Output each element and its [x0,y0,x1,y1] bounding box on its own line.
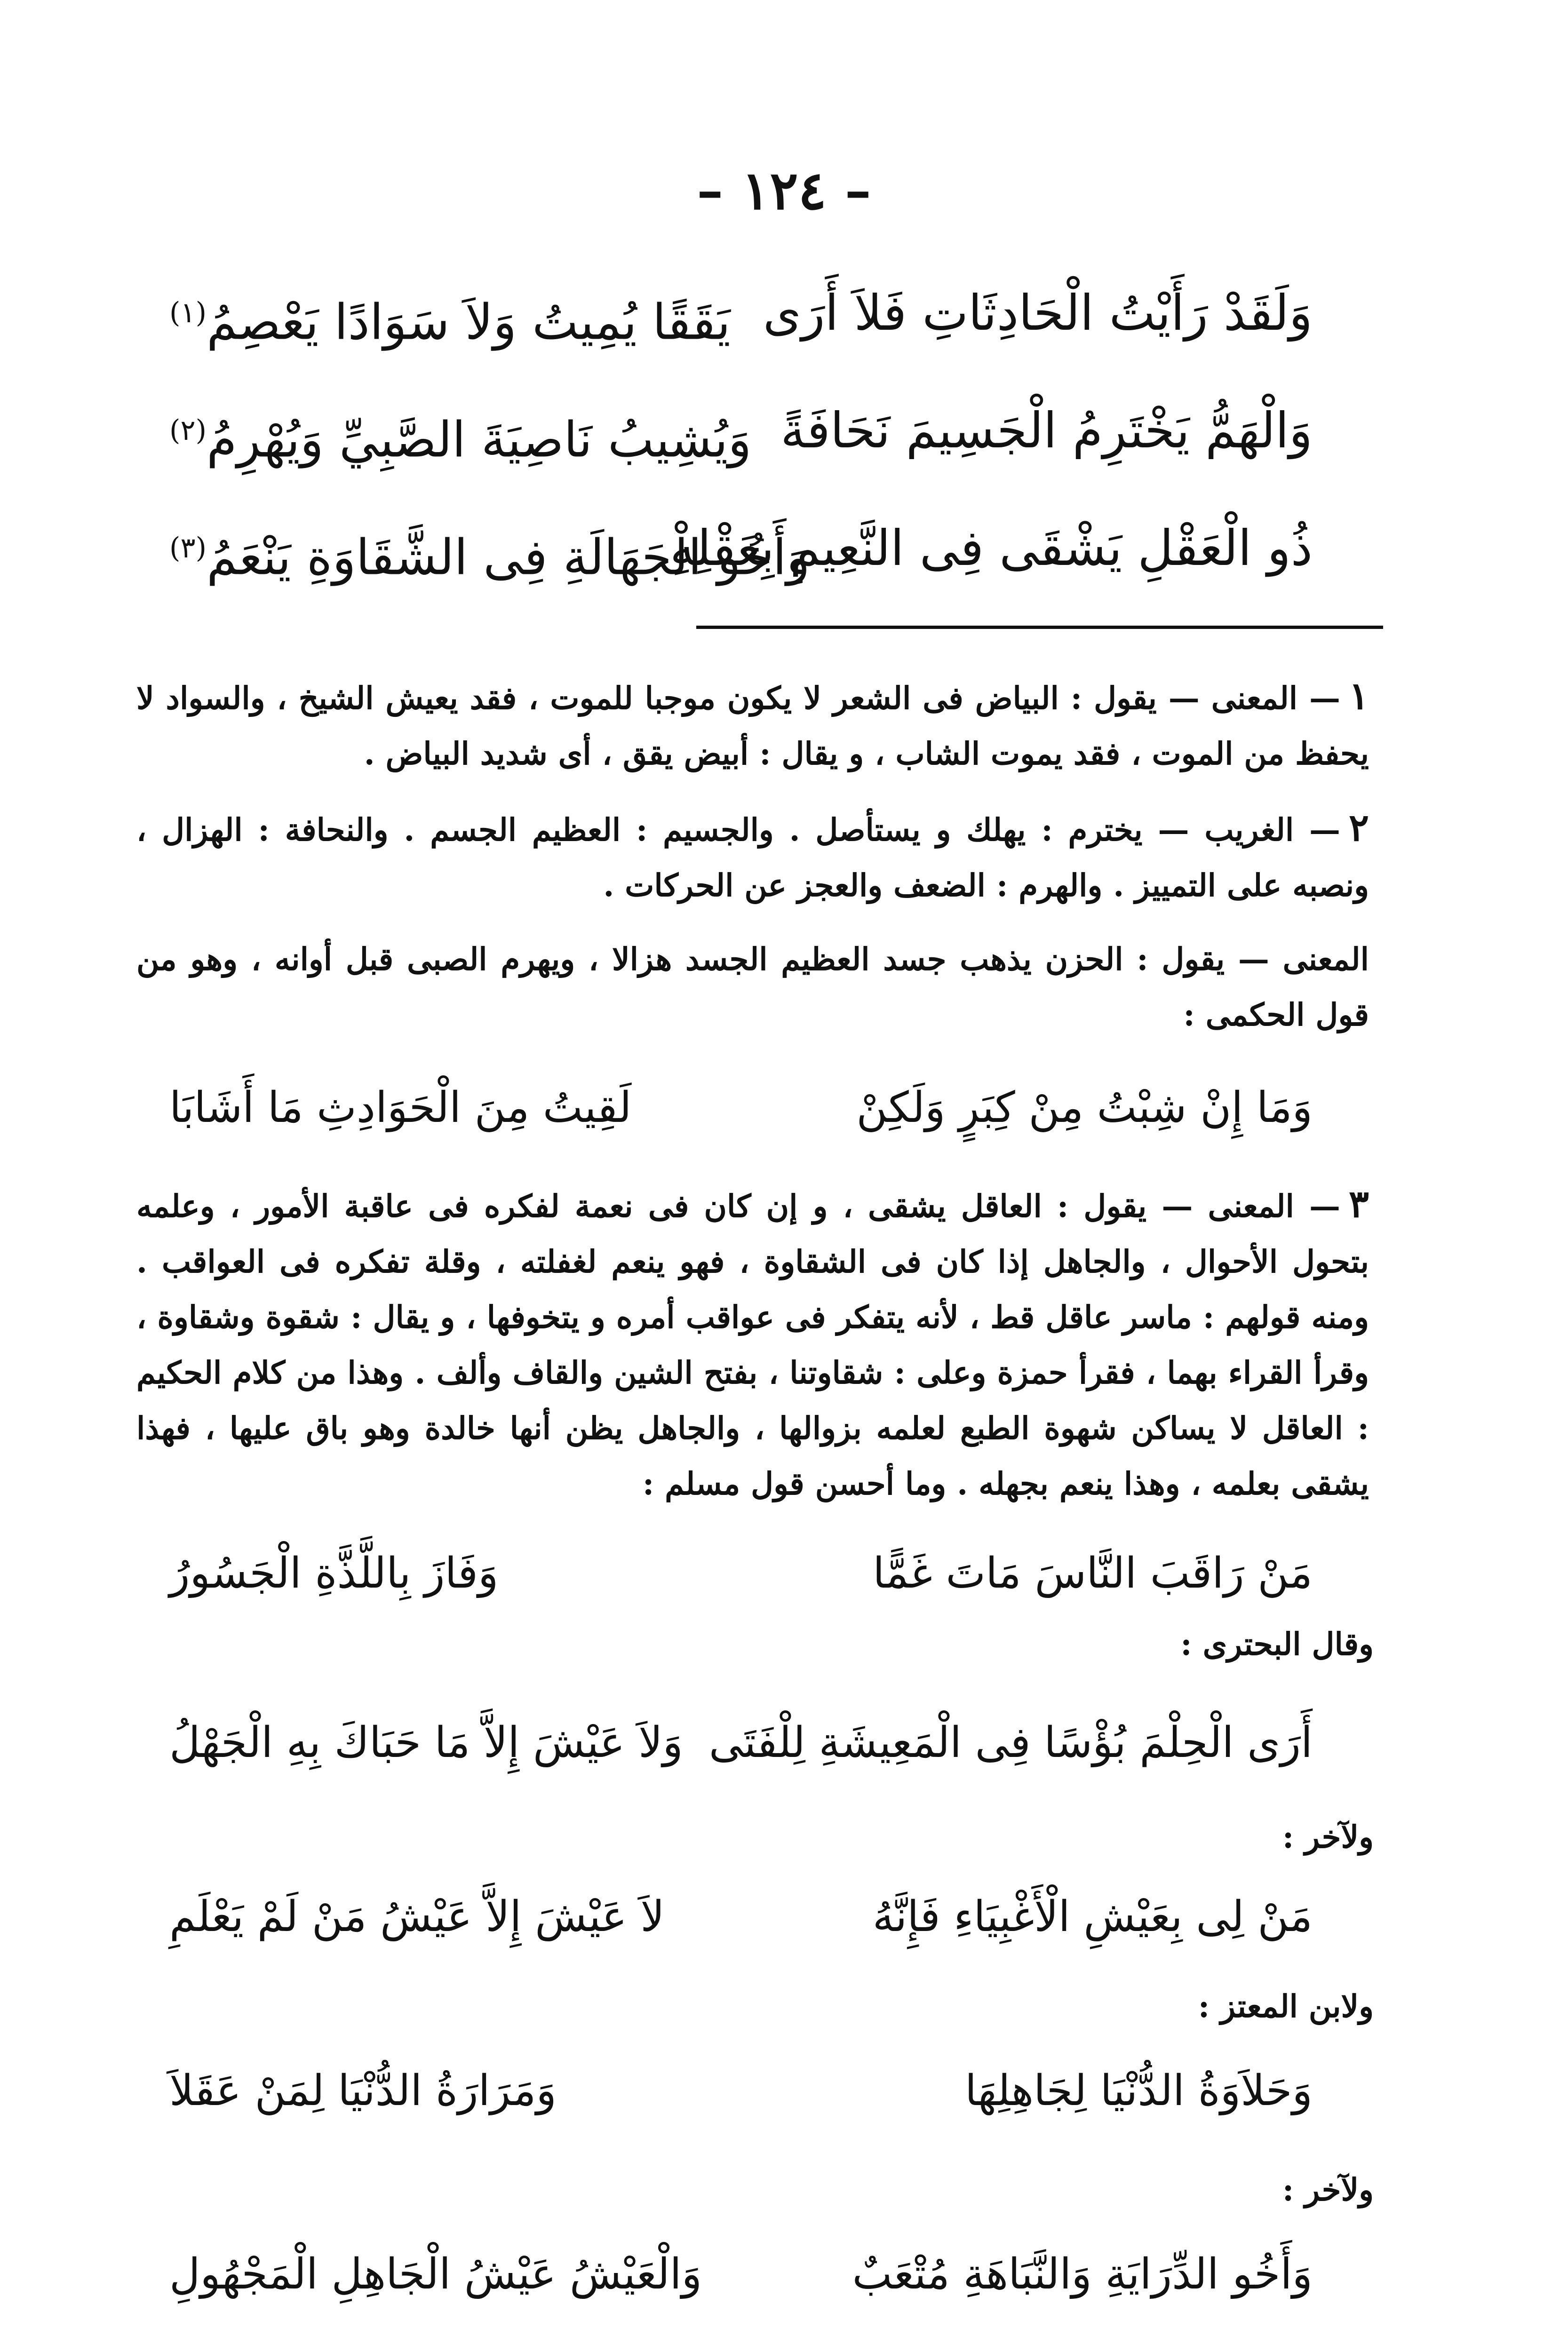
verse-buhturi-first-hemistich: أَرَى الْحِلْمَ بُؤْسًا فِى الْمَعِيشَةِ لِلْفَتَى [708,1718,1313,1767]
verse-2-first-hemistich: وَالْهَمُّ يَخْتَرِمُ الْجَسِيمَ نَحَافَةً [780,402,1313,459]
verse-1 [169,268,1313,358]
verse-3-second-hemistich-text: وَأَخُو الْجَهَالَةِ فِى الشَّقَاوَةِ يَنْعَمُ [207,528,810,586]
verse-akhar-2 [169,2234,1313,2324]
verse-hakami-second-hemistich: لَقِيتُ مِنَ الْحَوَادِثِ مَا أَشَابَا [169,1083,632,1132]
verse-3-first-hemistich: ذُو الْعَقْلِ يَشْقَى فِى النَّعِيمِ بِعَقْلِهِ [669,519,1313,577]
verse-2-second-hemistich [169,386,752,485]
verse-akhar-1-first-hemistich: مَنْ لِى بِعَيْشِ الْأَغْبِيَاءِ فَإِنَّهُ [872,1892,1313,1941]
footnote-1-number: ١ [1349,674,1369,718]
footnote-marker-3: (٣) [169,532,207,564]
footnote-2-meaning-text: المعنى — يقول : الحزن يذهب جسد العظيم الجسد هزالا ، ويهرم الصبى قبل أوانه ، وهو من قول الحكمى : [136,941,1369,1033]
verse-ibn-mutazz-second-hemistich: وَمَرَارَةُ الدُّنْيَا لِمَنْ عَقَلاَ [169,2066,557,2115]
verse-ibn-mutazz-first-hemistich: وَحَلاَوَةُ الدُّنْيَا لِجَاهِلِهَا [964,2066,1313,2115]
footnote-3 [136,1176,1369,1511]
verse-hakami [169,1068,1313,1157]
verse-akhar-2-first-hemistich: وَأَخُو الدِّرَايَةِ وَالنَّبَاهَةِ مُتْعَبٌ [852,2249,1313,2299]
intro-akhar-2: ولآخر : [1282,2171,1374,2208]
footnote-2-gloss-text: — الغريب — يخترم : يهلك و يستأصل . والجسيم : العظيم الجسم . والنحافة : الهزال ، ونصبه على التمييز . والهرم : الضعف والعجز عن الحركات . [136,811,1369,904]
verse-1-second-hemistich-text: يَقَقًا يُمِيتُ وَلاَ سَوَادًا يَعْصِمُ [207,293,731,351]
footnote-3-number: ٣ [1349,1182,1369,1226]
footnote-2-gloss [136,800,1369,913]
verse-ibn-mutazz [169,2051,1313,2140]
verse-hakami-first-hemistich: وَمَا إِنْ شِبْتُ مِنْ كِبَرٍ وَلَكِنْ [856,1083,1313,1132]
footnote-1-text: — المعنى — يقول : البياض فى الشعر لا يكون موجبا للموت ، فقد يعيش الشيخ ، والسواد لا يحفظ من الموت ، فقد يموت الشاب ، و يقال : أبيض يقق ، أى شديد البياض . [136,680,1369,772]
verse-2-second-hemistich-text: وَيُشِيبُ نَاصِيَةَ الصَّبِيِّ وَيُهْرِمُ [207,411,752,469]
verse-muslim-second-hemistich: وَفَازَ بِاللَّذَّةِ الْجَسُورُ [169,1549,499,1598]
verse-buhturi [169,1703,1313,1792]
verse-3 [169,503,1313,593]
footnote-2-meaning [136,931,1369,1042]
verse-muslim-first-hemistich: مَنْ رَاقَبَ النَّاسَ مَاتَ غَمًّا [873,1549,1313,1598]
verse-akhar-2-second-hemistich: وَالْعَيْشُ عَيْشُ الْجَاهِلِ الْمَجْهُولِ [169,2249,702,2299]
intro-akhar-1: ولآخر : [1282,1819,1374,1855]
intro-buhturi: وقال البحترى : [1180,1626,1374,1662]
verse-muslim [169,1534,1313,1623]
verse-akhar-1 [169,1877,1313,1966]
footnote-2-number: ٢ [1349,805,1369,850]
page-number: – ١٢٤ – [697,160,871,222]
verse-akhar-1-second-hemistich: لاَ عَيْشَ إِلاَّ عَيْشُ مَنْ لَمْ يَعْلَمِ [169,1892,665,1941]
verse-1-first-hemistich: وَلَقَدْ رَأَيْتُ الْحَادِثَاتِ فَلاَ أَرَى [763,284,1313,342]
footnote-marker-1: (١) [169,296,207,329]
verse-3-second-hemistich [169,503,810,602]
footnote-marker-2: (٢) [169,414,207,447]
footnote-3-text: — المعنى — يقول : العاقل يشقى ، و إن كان فى نعمة لفكره فى عاقبة الأمور ، وعلمه بتحول الأحوال ، والجاهل إذا كان فى الشقاوة ، فهو ينعم لغفلته ، وقلة تفكره فى العواقب . ومنه قولهم : ماسر عاقل قط ، لأنه يتفكر فى عواقب أمره و يتخوفها ، و يقال : شقوة وشقاوة ، وقرأ القراء بهما ، فقرأ حمزة وعلى : شقاوتنا ، بفتح الشين والقاف وألف . وهذا من كلام الحكيم : العاقل لا يساكن شهوة الطبع لعلمه بزوالها ، والجاهل يظن أنها خالدة وهو باق عليها ، فهذا يشقى بعلمه ، وهذا ينعم بجهله . وما أحسن قول مسلم : [136,1188,1369,1502]
footnote-1 [136,668,1369,781]
footnote-divider [696,626,1383,629]
verse-2 [169,386,1313,475]
verse-buhturi-second-hemistich: وَلاَ عَيْشَ إِلاَّ مَا حَبَاكَ بِهِ الْجَهْلُ [169,1718,683,1767]
intro-ibn-mutazz: ولابن المعتز : [1198,1988,1374,2025]
verse-1-second-hemistich [169,268,731,367]
